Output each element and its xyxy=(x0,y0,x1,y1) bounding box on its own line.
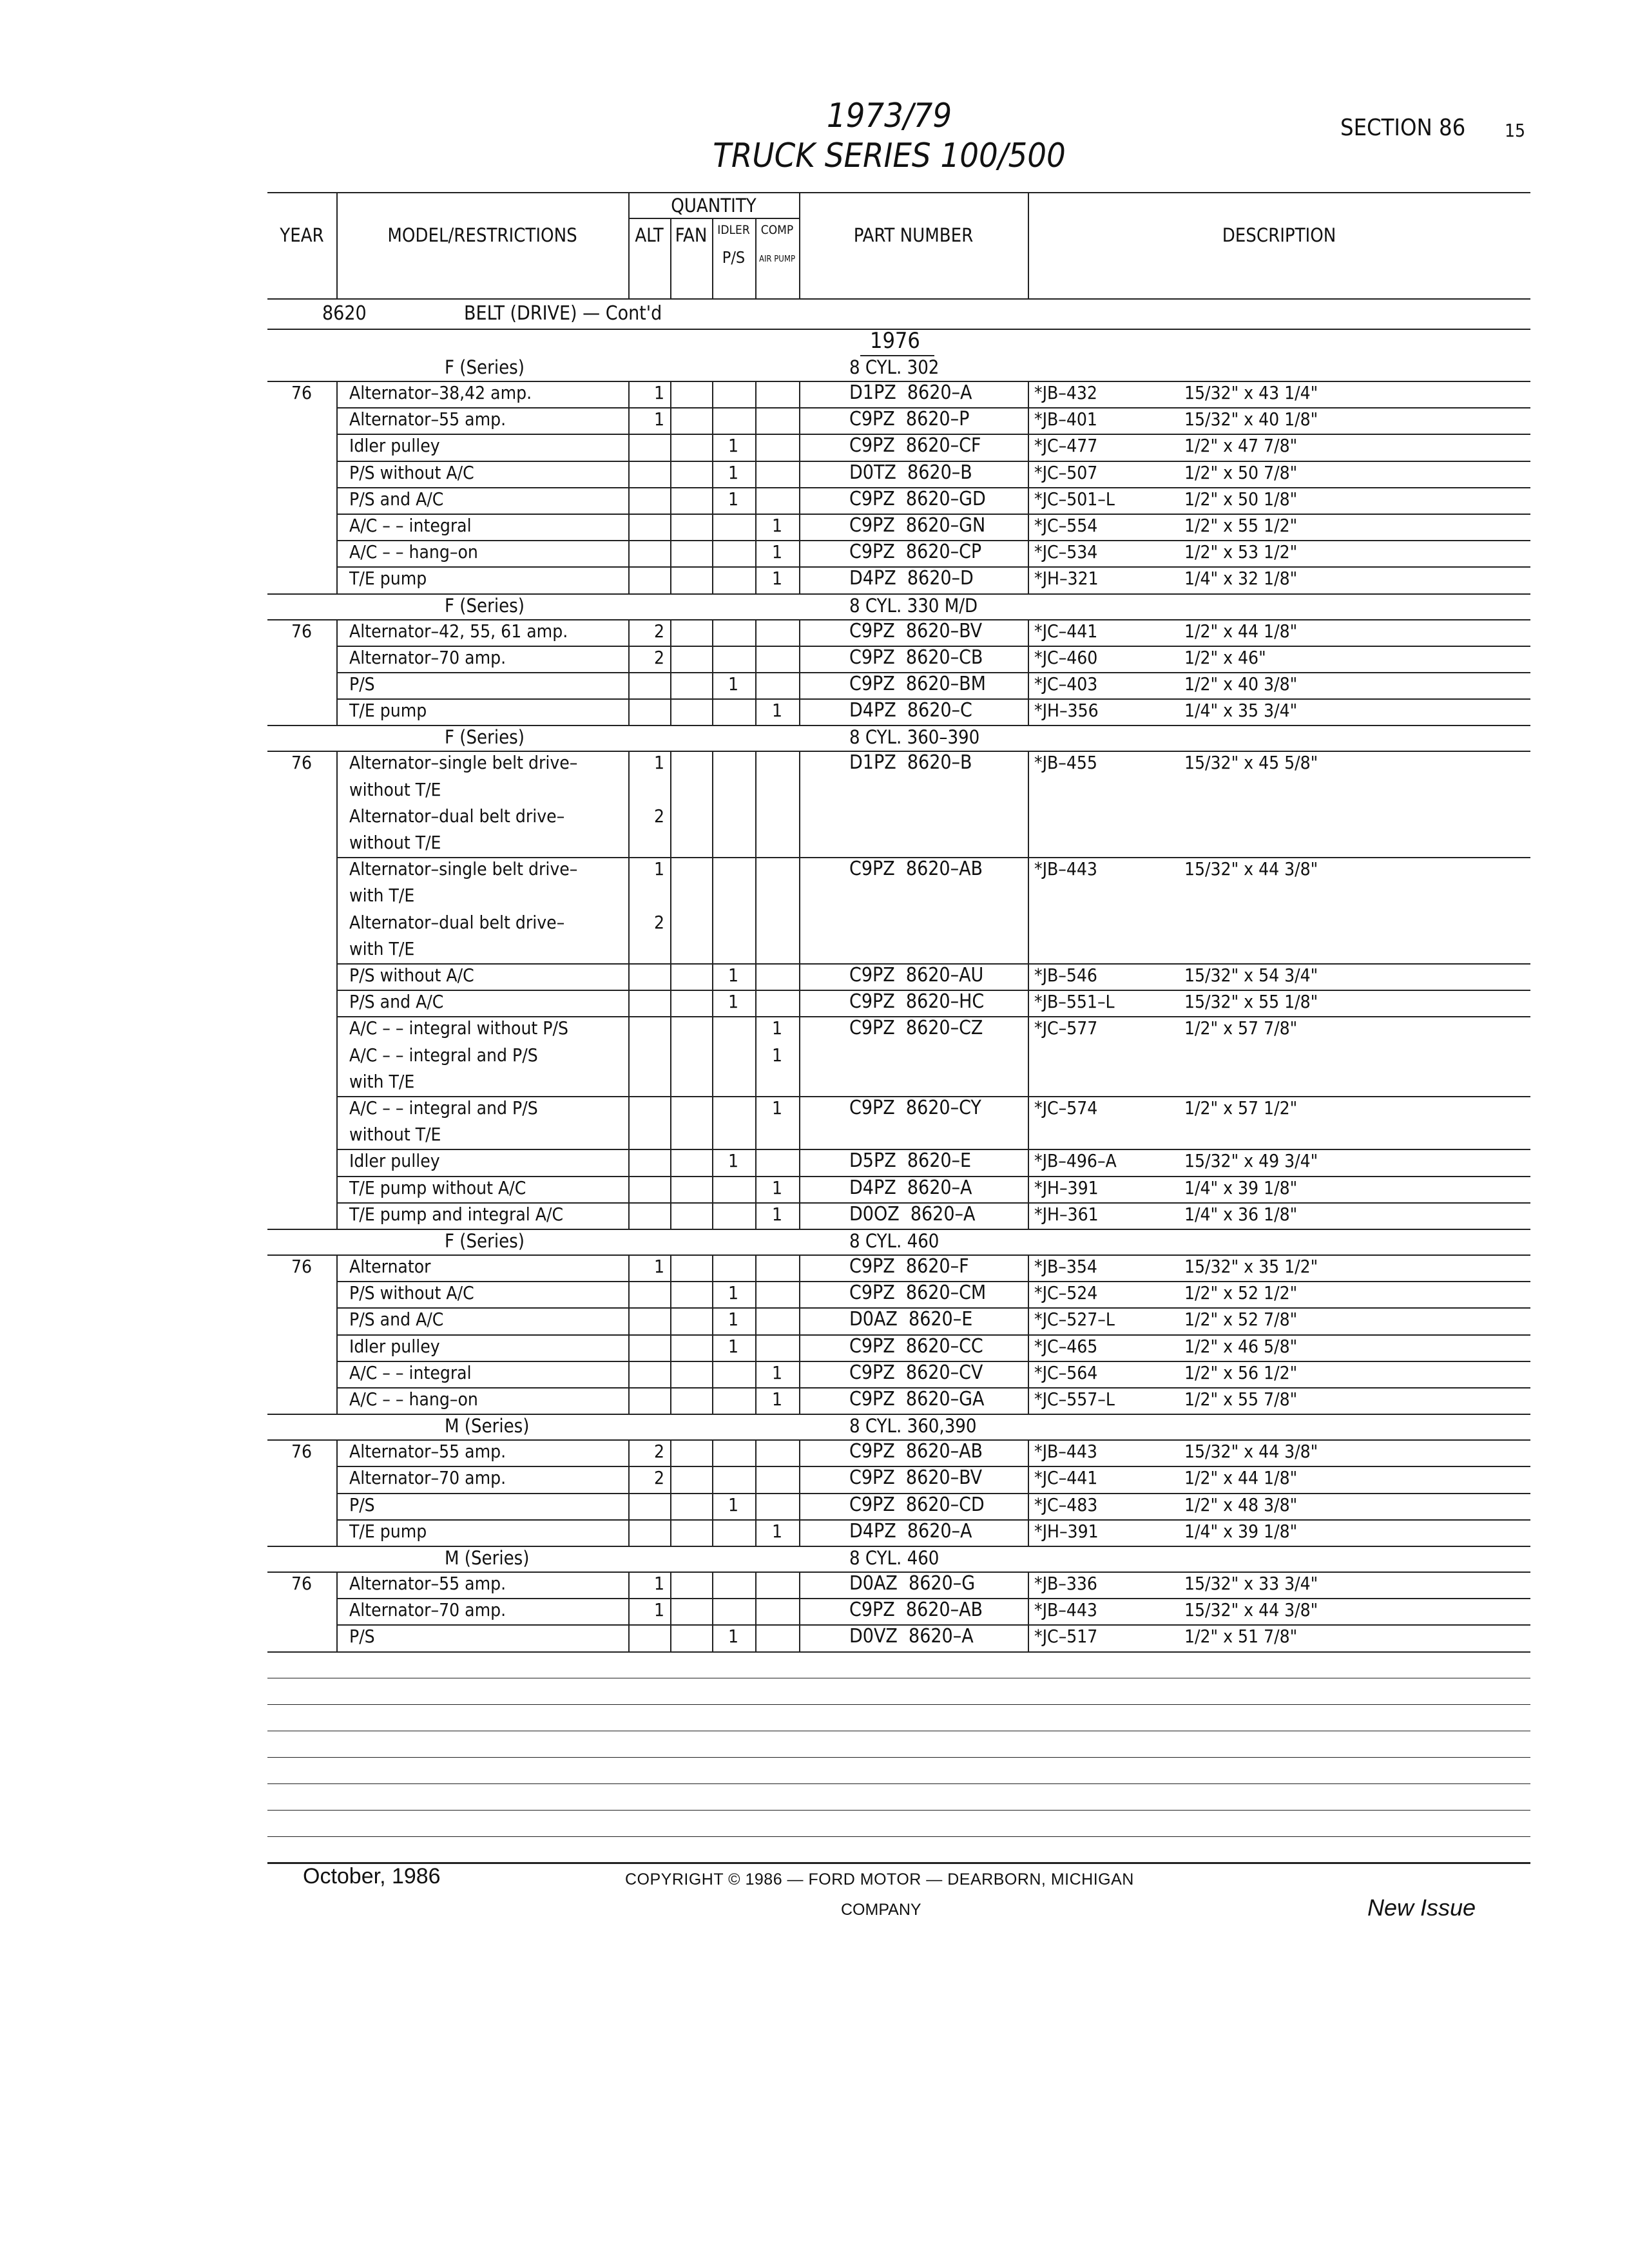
part-number: C9PZ 8620–CF xyxy=(849,434,981,457)
belt-code: *JB–551–L xyxy=(1034,991,1115,1013)
footer-date: October, 1986 xyxy=(303,1864,441,1888)
qty-comp: 1 xyxy=(771,1177,783,1198)
qty-comp: 1 xyxy=(771,1520,783,1542)
qty-comp: 1 xyxy=(771,1044,783,1066)
belt-code: *JC–483 xyxy=(1034,1494,1098,1515)
model-restriction: P/S and A/C xyxy=(349,488,444,510)
belt-size: 15/32" x 44 3/8" xyxy=(1184,1599,1318,1621)
belt-size: 1/2" x 46 5/8" xyxy=(1184,1335,1298,1357)
belt-size: 15/32" x 43 1/4" xyxy=(1184,382,1318,403)
belt-code: *JC–557–L xyxy=(1034,1389,1115,1410)
part-number: C9PZ 8620–BV xyxy=(849,1466,983,1490)
belt-size: 1/2" x 51 7/8" xyxy=(1184,1626,1298,1648)
belt-size: 15/32" x 33 3/4" xyxy=(1184,1573,1318,1594)
year-heading: 1976 xyxy=(870,328,920,354)
belt-size: 1/2" x 56 1/2" xyxy=(1184,1361,1298,1383)
model-restriction: Alternator–dual belt drive– xyxy=(349,805,565,827)
qty-alt: 1 xyxy=(653,1573,665,1594)
part-number: D4PZ 8620–D xyxy=(849,567,974,590)
belt-code: *JC–524 xyxy=(1034,1282,1098,1304)
series-name: F (Series) xyxy=(445,594,525,617)
model-restriction: Alternator–dual belt drive– xyxy=(349,911,565,933)
model-restriction: A/C – – hang–on xyxy=(349,541,478,563)
model-restriction: A/C – – integral and P/S xyxy=(349,1097,538,1119)
belt-code: *JB–336 xyxy=(1034,1573,1097,1594)
col-quantity-header: QUANTITY xyxy=(671,195,757,216)
model-restriction: P/S xyxy=(349,1494,375,1515)
model-restriction: Alternator–70 amp. xyxy=(349,1599,506,1621)
model-restriction: with T/E xyxy=(349,1070,415,1092)
model-restriction: Alternator xyxy=(349,1256,431,1277)
belt-size: 15/32" x 44 3/8" xyxy=(1184,1441,1318,1463)
belt-code: *JC–534 xyxy=(1034,541,1098,563)
part-number: D0OZ 8620–A xyxy=(849,1202,976,1225)
belt-size: 1/2" x 52 7/8" xyxy=(1184,1309,1298,1331)
engine-spec: 8 CYL. 360,390 xyxy=(849,1415,977,1437)
model-restriction: P/S without A/C xyxy=(349,965,474,986)
belt-size: 1/2" x 52 1/2" xyxy=(1184,1282,1298,1304)
model-restriction: Idler pulley xyxy=(349,435,440,457)
col-fan-header: FAN xyxy=(675,224,708,246)
qty-alt: 1 xyxy=(653,858,665,880)
model-year: 76 xyxy=(291,620,313,642)
qty-alt: 2 xyxy=(653,1441,665,1463)
belt-code: *JB–496–A xyxy=(1034,1150,1117,1172)
series-name: F (Series) xyxy=(445,356,525,378)
model-restriction: Alternator–38,42 amp. xyxy=(349,382,532,403)
page-title-years: 1973/79 xyxy=(826,97,952,135)
model-restriction: P/S and A/C xyxy=(349,1309,444,1331)
qty-alt: 2 xyxy=(653,620,665,642)
part-number: D5PZ 8620–E xyxy=(849,1149,972,1173)
belt-code: *JC–460 xyxy=(1034,646,1098,668)
model-restriction: Idler pulley xyxy=(349,1335,440,1357)
qty-comp: 1 xyxy=(771,541,783,563)
page-number: 15 xyxy=(1505,120,1526,141)
belt-code: *JC–517 xyxy=(1034,1626,1098,1648)
part-number: D4PZ 8620–C xyxy=(849,699,972,722)
belt-code: *JH–361 xyxy=(1034,1203,1099,1225)
qty-idler-ps: 1 xyxy=(728,461,739,483)
belt-size: 1/4" x 39 1/8" xyxy=(1184,1177,1298,1198)
belt-code: *JB–401 xyxy=(1034,408,1097,430)
part-number: C9PZ 8620–GD xyxy=(849,487,986,510)
belt-size: 1/4" x 36 1/8" xyxy=(1184,1203,1298,1225)
belt-code: *JC–527–L xyxy=(1034,1309,1115,1331)
part-number: C9PZ 8620–AB xyxy=(849,1599,983,1622)
qty-comp: 1 xyxy=(771,1389,783,1410)
model-year: 76 xyxy=(291,382,313,403)
model-restriction: A/C – – integral and P/S xyxy=(349,1044,538,1066)
model-restriction: Alternator–55 amp. xyxy=(349,1573,506,1594)
model-year: 76 xyxy=(291,752,313,774)
part-number: C9PZ 8620–CB xyxy=(849,646,983,669)
engine-spec: 8 CYL. 460 xyxy=(849,1230,940,1252)
col-comp-header: COMP xyxy=(760,223,794,237)
belt-size: 1/2" x 55 1/2" xyxy=(1184,515,1298,536)
belt-code: *JC–441 xyxy=(1034,1467,1098,1489)
qty-alt: 2 xyxy=(653,911,665,933)
belt-size: 1/2" x 40 3/8" xyxy=(1184,673,1298,695)
belt-size: 1/2" x 57 7/8" xyxy=(1184,1017,1298,1039)
belt-code: *JH–356 xyxy=(1034,700,1099,722)
part-number: C9PZ 8620–GN xyxy=(849,514,986,537)
belt-size: 1/2" x 44 1/8" xyxy=(1184,620,1298,642)
part-number: D1PZ 8620–A xyxy=(849,381,972,404)
belt-code: *JB–354 xyxy=(1034,1256,1097,1277)
col-description-header: DESCRIPTION xyxy=(1222,224,1336,246)
qty-idler-ps: 1 xyxy=(728,673,739,695)
belt-size: 1/2" x 57 1/2" xyxy=(1184,1097,1298,1119)
part-number: D1PZ 8620–B xyxy=(849,751,972,774)
model-restriction: P/S without A/C xyxy=(349,1282,474,1304)
model-restriction: T/E pump and integral A/C xyxy=(349,1203,564,1225)
part-number: C9PZ 8620–CY xyxy=(849,1097,981,1119)
model-year: 76 xyxy=(291,1256,313,1277)
model-restriction: A/C – – hang–on xyxy=(349,1389,478,1410)
part-number: C9PZ 8620–HC xyxy=(849,990,985,1014)
model-restriction: T/E pump xyxy=(349,1520,427,1542)
model-restriction: with T/E xyxy=(349,937,415,959)
model-restriction: A/C – – integral xyxy=(349,515,472,536)
qty-comp: 1 xyxy=(771,515,783,536)
model-restriction: T/E pump xyxy=(349,568,427,590)
belt-size: 15/32" x 49 3/4" xyxy=(1184,1150,1318,1172)
model-restriction: A/C – – integral xyxy=(349,1361,472,1383)
belt-code: *JC–441 xyxy=(1034,620,1098,642)
qty-alt: 1 xyxy=(653,1599,665,1621)
belt-code: *JC–554 xyxy=(1034,515,1098,536)
belt-code: *JH–391 xyxy=(1034,1520,1099,1542)
qty-idler-ps: 1 xyxy=(728,965,739,986)
qty-alt: 2 xyxy=(653,1467,665,1489)
part-number: C9PZ 8620–CP xyxy=(849,541,982,564)
col-idler-header: IDLER xyxy=(717,223,750,237)
model-restriction: T/E pump without A/C xyxy=(349,1177,526,1198)
group-code: 8620 xyxy=(322,302,367,325)
part-number: C9PZ 8620–P xyxy=(849,408,970,431)
model-restriction: P/S and A/C xyxy=(349,991,444,1013)
belt-size: 15/32" x 45 5/8" xyxy=(1184,752,1318,774)
belt-code: *JC–564 xyxy=(1034,1361,1098,1383)
model-restriction: with T/E xyxy=(349,885,415,907)
part-number: D4PZ 8620–A xyxy=(849,1176,972,1199)
page-title-series: TRUCK SERIES 100/500 xyxy=(713,137,1066,175)
belt-code: *JH–391 xyxy=(1034,1177,1099,1198)
engine-spec: 8 CYL. 330 M/D xyxy=(849,594,978,617)
part-number: C9PZ 8620–AB xyxy=(849,858,983,881)
qty-idler-ps: 1 xyxy=(728,435,739,457)
col-alt-header: ALT xyxy=(635,224,664,246)
part-number: C9PZ 8620–CD xyxy=(849,1493,985,1516)
part-number: D0AZ 8620–E xyxy=(849,1308,973,1331)
qty-idler-ps: 1 xyxy=(728,1282,739,1304)
belt-size: 15/32" x 44 3/8" xyxy=(1184,858,1318,880)
series-name: F (Series) xyxy=(445,726,525,749)
belt-size: 1/2" x 50 7/8" xyxy=(1184,461,1298,483)
model-restriction: P/S xyxy=(349,673,375,695)
qty-alt: 1 xyxy=(653,752,665,774)
belt-code: *JC–501–L xyxy=(1034,488,1115,510)
qty-alt: 2 xyxy=(653,646,665,668)
model-year: 76 xyxy=(291,1441,313,1463)
series-name: F (Series) xyxy=(445,1230,525,1252)
belt-code: *JC–477 xyxy=(1034,435,1098,457)
part-number: C9PZ 8620–BV xyxy=(849,619,983,642)
part-number: D0TZ 8620–B xyxy=(849,461,972,484)
model-restriction: Alternator–70 amp. xyxy=(349,1467,506,1489)
belt-size: 1/2" x 44 1/8" xyxy=(1184,1467,1298,1489)
belt-code: *JC–465 xyxy=(1034,1335,1098,1357)
model-year: 76 xyxy=(291,1573,313,1594)
model-restriction: P/S xyxy=(349,1626,375,1648)
qty-alt: 1 xyxy=(653,382,665,403)
belt-code: *JB–432 xyxy=(1034,382,1097,403)
model-restriction: Idler pulley xyxy=(349,1150,440,1172)
model-restriction: Alternator–70 amp. xyxy=(349,646,506,668)
belt-code: *JC–574 xyxy=(1034,1097,1098,1119)
belt-size: 1/2" x 53 1/2" xyxy=(1184,541,1298,563)
qty-idler-ps: 1 xyxy=(728,488,739,510)
qty-comp: 1 xyxy=(771,1361,783,1383)
part-number: C9PZ 8620–CV xyxy=(849,1361,983,1384)
model-restriction: Alternator–55 amp. xyxy=(349,1441,506,1463)
model-restriction: Alternator–42, 55, 61 amp. xyxy=(349,620,568,642)
belt-size: 1/2" x 47 7/8" xyxy=(1184,435,1298,457)
part-number: C9PZ 8620–CM xyxy=(849,1282,987,1305)
footer-issue: New Issue xyxy=(1367,1894,1476,1921)
part-number: C9PZ 8620–CC xyxy=(849,1334,983,1358)
part-number: C9PZ 8620–CZ xyxy=(849,1017,983,1040)
belt-size: 15/32" x 40 1/8" xyxy=(1184,408,1318,430)
belt-size: 1/2" x 46" xyxy=(1184,646,1266,668)
part-number: D0VZ 8620–A xyxy=(849,1625,974,1648)
qty-alt: 1 xyxy=(653,408,665,430)
belt-size: 1/2" x 48 3/8" xyxy=(1184,1494,1298,1515)
col-airpump-header: AIR PUMP xyxy=(758,255,796,264)
part-number: C9PZ 8620–BM xyxy=(849,673,986,695)
qty-idler-ps: 1 xyxy=(728,1335,739,1357)
footer-rule xyxy=(267,1862,1530,1864)
part-number: D4PZ 8620–A xyxy=(849,1519,972,1542)
qty-idler-ps: 1 xyxy=(728,1150,739,1172)
engine-spec: 8 CYL. 360–390 xyxy=(849,726,980,749)
part-number: C9PZ 8620–F xyxy=(849,1255,969,1278)
belt-size: 15/32" x 54 3/4" xyxy=(1184,965,1318,986)
qty-idler-ps: 1 xyxy=(728,991,739,1013)
model-restriction: Alternator–single belt drive– xyxy=(349,858,578,880)
part-number: C9PZ 8620–AU xyxy=(849,964,984,986)
belt-size: 15/32" x 55 1/8" xyxy=(1184,991,1318,1013)
col-ps-header: P/S xyxy=(722,248,746,267)
model-restriction: without T/E xyxy=(349,1124,441,1146)
qty-idler-ps: 1 xyxy=(728,1494,739,1515)
col-year-header: YEAR xyxy=(280,224,324,246)
belt-code: *JB–455 xyxy=(1034,752,1097,774)
col-model-header: MODEL/RESTRICTIONS xyxy=(387,224,577,246)
part-number: C9PZ 8620–AB xyxy=(849,1440,983,1463)
part-number: D0AZ 8620–G xyxy=(849,1572,976,1595)
part-number: C9PZ 8620–GA xyxy=(849,1388,985,1410)
belt-code: *JB–443 xyxy=(1034,1599,1097,1621)
belt-code: *JB–443 xyxy=(1034,858,1097,880)
section-label: SECTION 86 xyxy=(1340,115,1466,141)
model-restriction: T/E pump xyxy=(349,700,427,722)
belt-size: 1/4" x 32 1/8" xyxy=(1184,568,1298,590)
qty-alt: 2 xyxy=(653,805,665,827)
belt-code: *JC–577 xyxy=(1034,1017,1098,1039)
col-part-number-header: PART NUMBER xyxy=(853,224,974,246)
engine-spec: 8 CYL. 302 xyxy=(849,356,940,378)
model-restriction: Alternator–single belt drive– xyxy=(349,752,578,774)
belt-code: *JC–507 xyxy=(1034,461,1098,483)
belt-size: 1/2" x 55 7/8" xyxy=(1184,1389,1298,1410)
model-restriction: without T/E xyxy=(349,832,441,853)
qty-comp: 1 xyxy=(771,700,783,722)
belt-code: *JC–403 xyxy=(1034,673,1098,695)
belt-size: 1/2" x 50 1/8" xyxy=(1184,488,1298,510)
belt-code: *JB–443 xyxy=(1034,1441,1097,1463)
qty-comp: 1 xyxy=(771,1203,783,1225)
series-name: M (Series) xyxy=(445,1415,530,1437)
qty-comp: 1 xyxy=(771,568,783,590)
series-name: M (Series) xyxy=(445,1547,530,1569)
qty-idler-ps: 1 xyxy=(728,1309,739,1331)
belt-size: 1/4" x 35 3/4" xyxy=(1184,700,1298,722)
belt-size: 15/32" x 35 1/2" xyxy=(1184,1256,1318,1277)
belt-code: *JB–546 xyxy=(1034,965,1097,986)
footer-copyright: COPYRIGHT © 1986 — FORD MOTOR — DEARBORN, MICHIGAN xyxy=(625,1870,1134,1888)
qty-comp: 1 xyxy=(771,1017,783,1039)
qty-alt: 1 xyxy=(653,1256,665,1277)
qty-idler-ps: 1 xyxy=(728,1626,739,1648)
model-restriction: without T/E xyxy=(349,778,441,800)
model-restriction: A/C – – integral without P/S xyxy=(349,1017,568,1039)
qty-comp: 1 xyxy=(771,1097,783,1119)
footer-company: COMPANY xyxy=(841,1901,921,1919)
group-name: BELT (DRIVE) — Cont'd xyxy=(464,302,662,325)
model-restriction: Alternator–55 amp. xyxy=(349,408,506,430)
belt-size: 1/4" x 39 1/8" xyxy=(1184,1520,1298,1542)
model-restriction: P/S without A/C xyxy=(349,461,474,483)
belt-code: *JH–321 xyxy=(1034,568,1099,590)
engine-spec: 8 CYL. 460 xyxy=(849,1547,940,1569)
